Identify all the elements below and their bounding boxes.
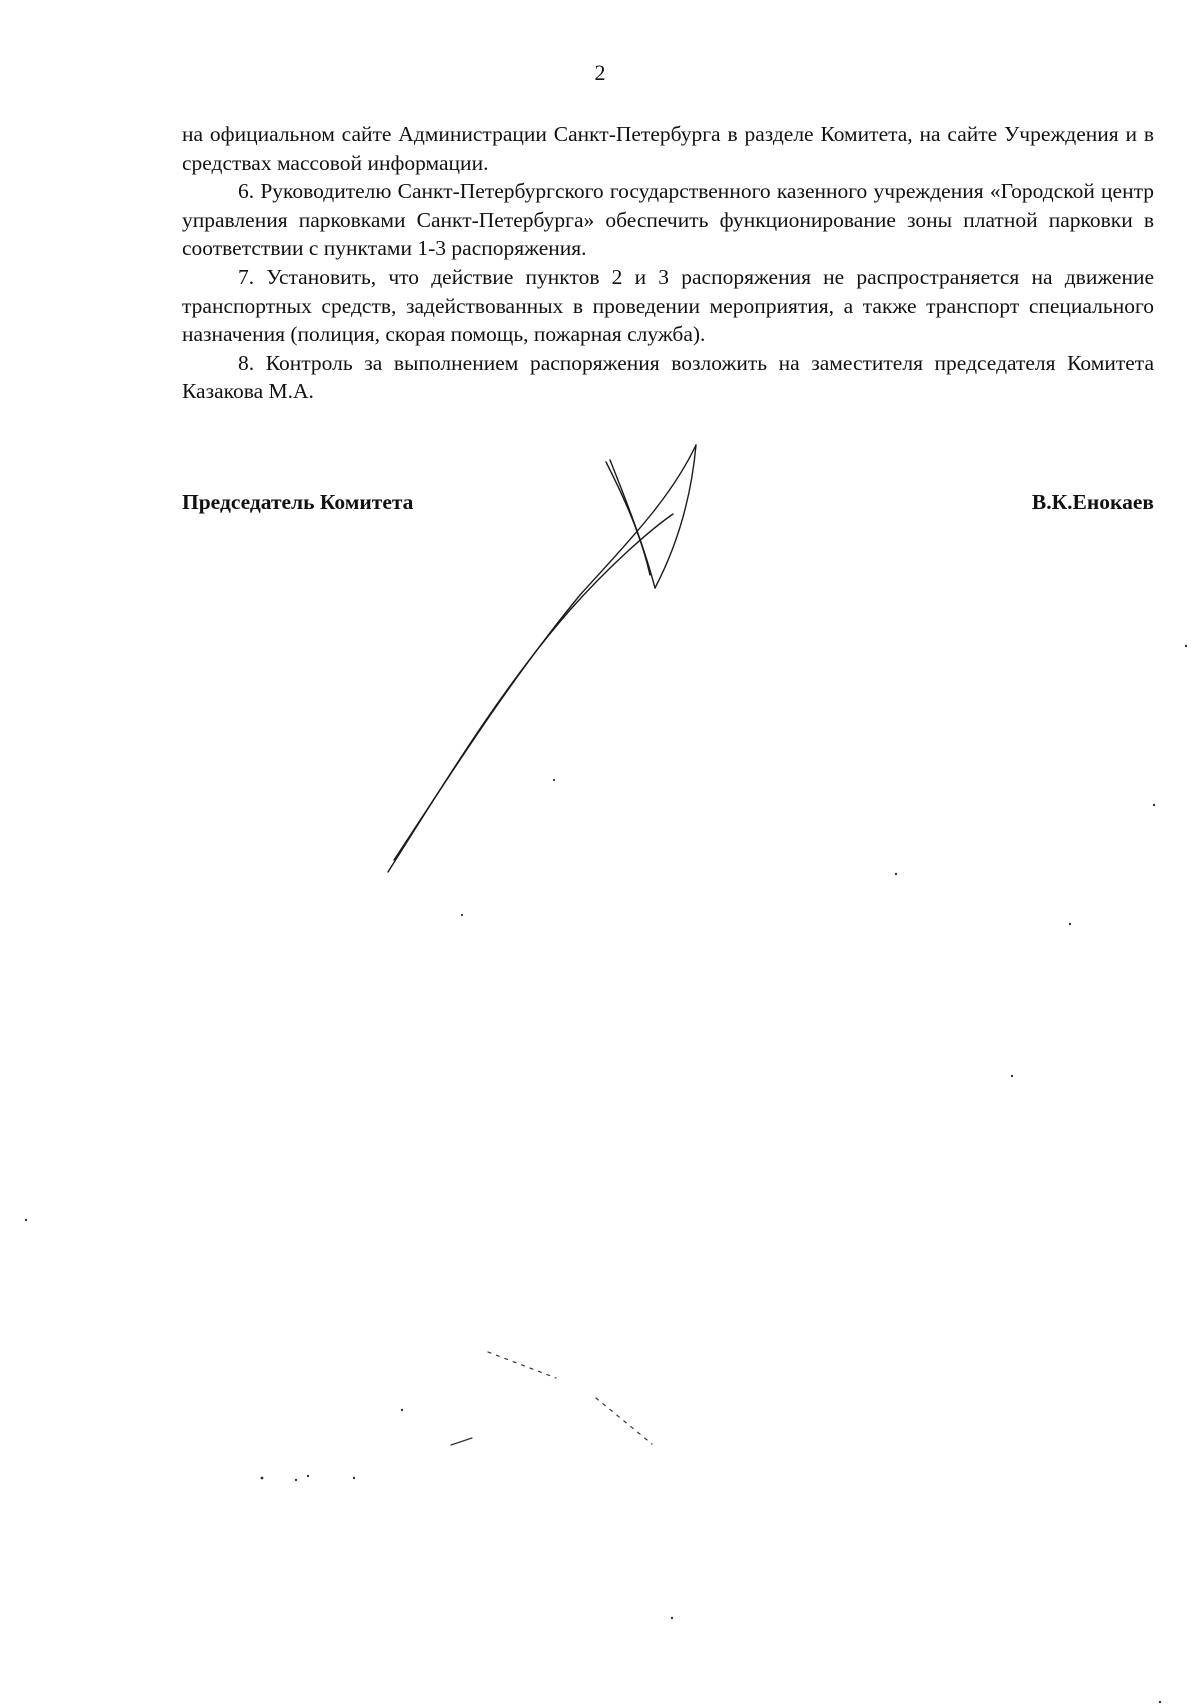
document-body [182,120,1154,406]
signatory-title: Председатель Комитета [182,490,414,514]
paragraph-item-7: 7. Установить, что действие пунктов 2 и 3 распоряжения не распространяется на движение транспортных средств, задействованных в проведении мероприятия, а также транспорт специального назначения (полиция, скорая помощь, пожарная служба). [182,264,1154,347]
paragraph-item-6: 6. Руководителю Санкт-Петербургского государственного казенного учреждения «Городской центр управления парковками Санкт-Петербурга» обеспечить функционирование зоны платной парковки в соответствии с пунктами 1-3 распоряжения. [182,179,1154,261]
paragraph-continuation: на официальном сайте Администрации Санкт-Петербурга в разделе Комитета, на сайте Учреждения и в средствах массовой информации. [182,122,1154,175]
signatory-name: В.К.Енокаев [1031,490,1154,514]
paragraph-item-8: 8. Контроль за выполнением распоряжения возложить на заместителя председателя Комитета Казакова М.А. [182,350,1154,404]
handwritten-signature [380,430,780,890]
page-number: 2 [594,60,606,85]
